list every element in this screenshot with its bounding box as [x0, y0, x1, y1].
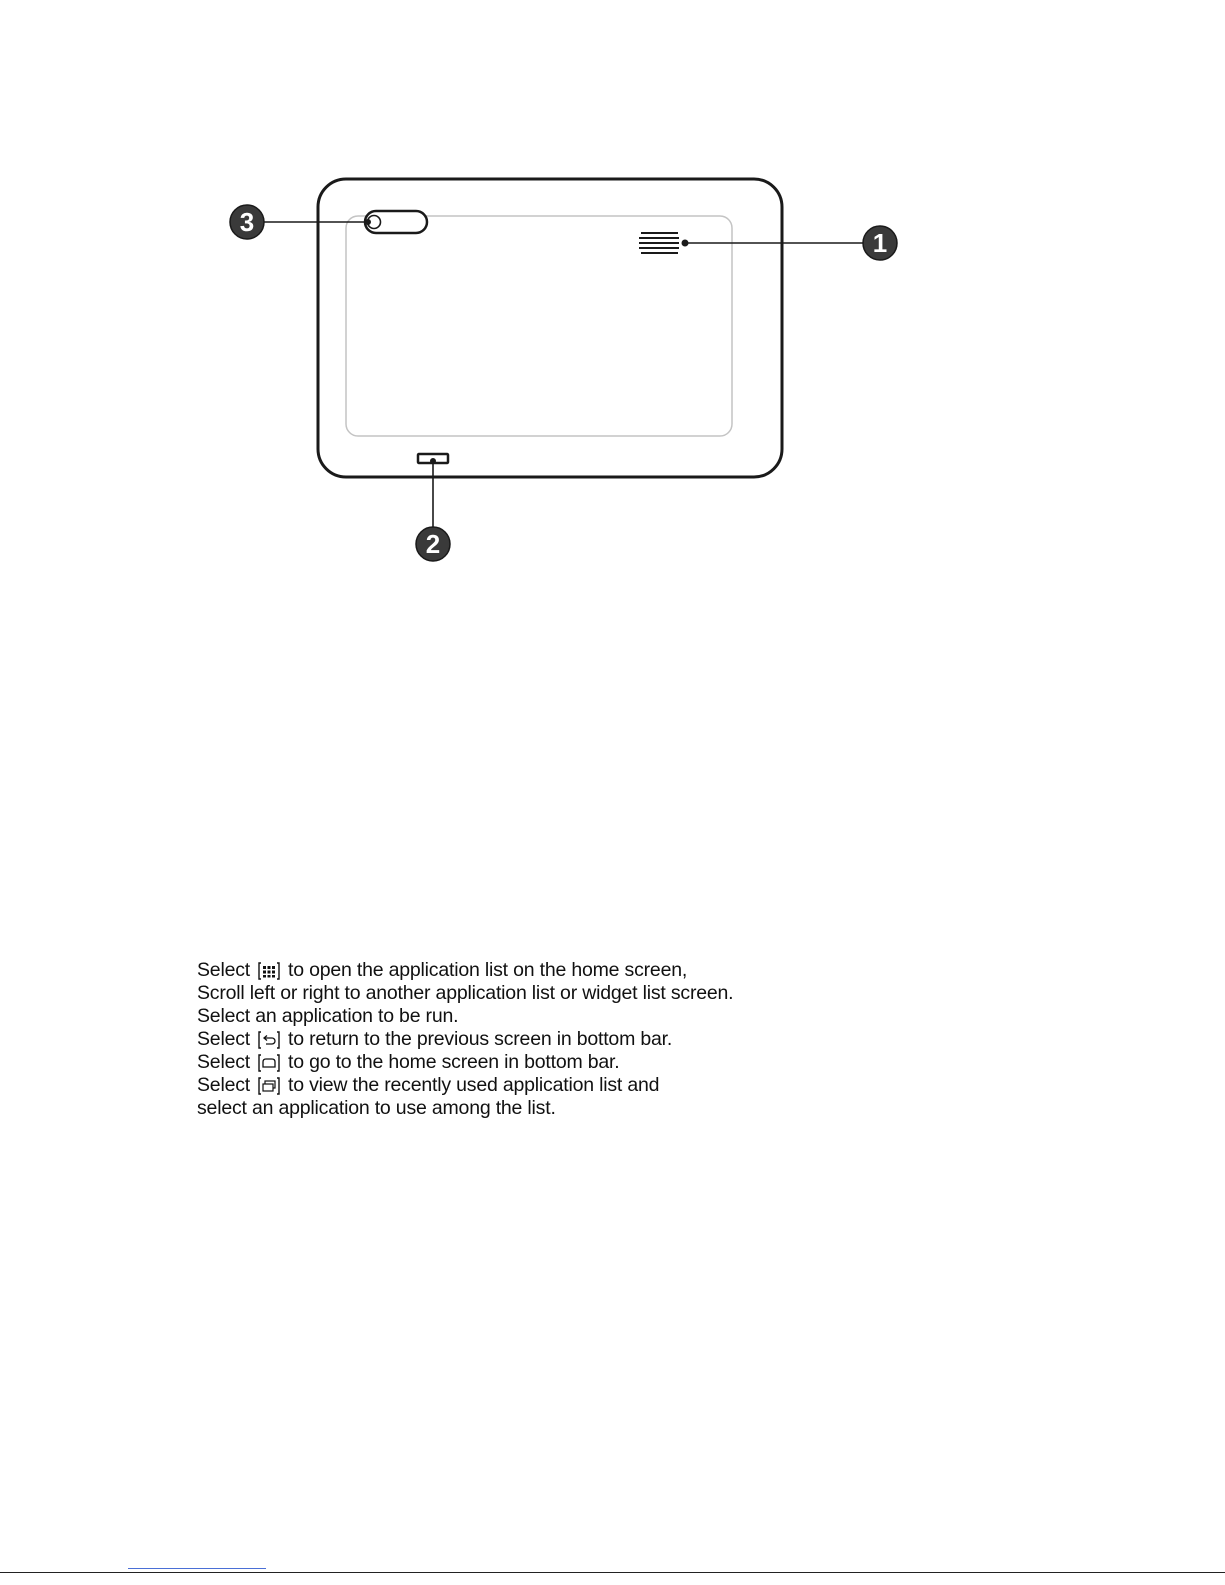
instruction-select-label: Select [197, 959, 250, 981]
callout-badge-1 [863, 226, 897, 260]
instruction-line-2 [197, 982, 957, 1005]
app-grid-icon [257, 961, 281, 981]
callout-number-2: 2 [425, 529, 441, 559]
back-arrow-icon [257, 1030, 281, 1050]
instruction-text: Scroll left or right to another application list or widget list screen. [197, 982, 734, 1004]
home-icon [257, 1053, 281, 1073]
instruction-line-7 [197, 1097, 957, 1120]
instruction-line-1 [197, 959, 957, 982]
instruction-line-6 [197, 1074, 957, 1097]
instruction-text: select an application to use among the list. [197, 1097, 556, 1119]
instruction-text: Select an application to be run. [197, 1005, 459, 1027]
footer-link-underline [128, 1568, 266, 1569]
tablet-back-diagram [0, 0, 1225, 600]
callout-badge-3 [230, 205, 264, 239]
callout-dot-1 [682, 240, 689, 247]
callout-dot-3 [365, 219, 371, 225]
callout-number-1: 1 [872, 228, 888, 258]
instruction-text: to view the recently used application list and [288, 1074, 660, 1096]
instruction-text: to open the application list on the home screen, [288, 959, 688, 981]
recent-apps-icon [257, 1076, 281, 1096]
callout-dot-2 [430, 458, 436, 464]
camera-icon [365, 211, 427, 233]
instruction-text: to go to the home screen in bottom bar. [288, 1051, 620, 1073]
instruction-line-4 [197, 1028, 957, 1051]
page-bottom-rule [0, 1572, 1225, 1573]
instruction-line-5 [197, 1051, 957, 1074]
instruction-select-label: Select [197, 1074, 250, 1096]
instruction-select-label: Select [197, 1028, 250, 1050]
instruction-line-3 [197, 1005, 957, 1028]
instruction-text: to return to the previous screen in bottom bar. [288, 1028, 673, 1050]
callout-number-3: 3 [239, 207, 255, 237]
instructions-block [197, 959, 957, 1120]
instruction-select-label: Select [197, 1051, 250, 1073]
callout-badge-2 [416, 527, 450, 561]
